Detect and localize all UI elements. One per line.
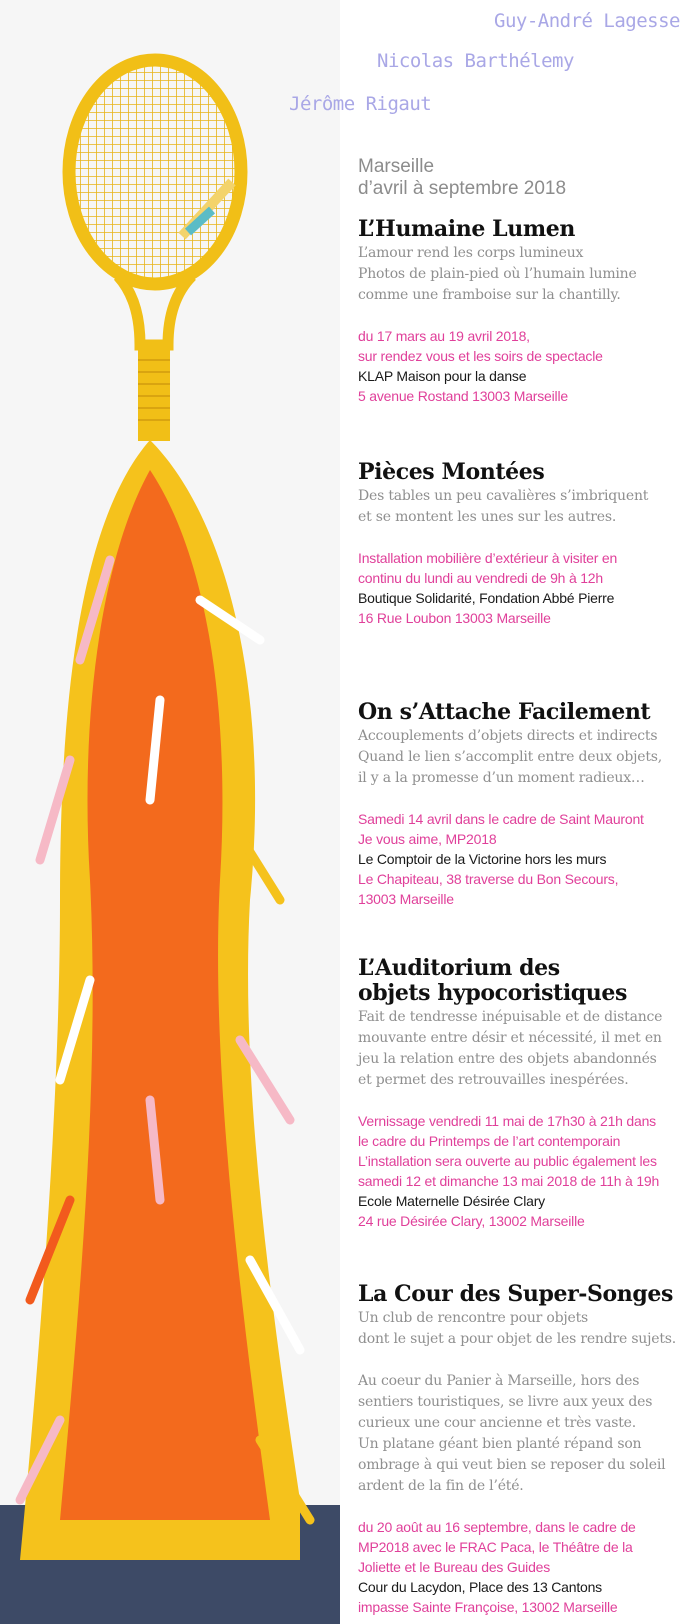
event-description xyxy=(358,1308,688,1350)
dates-line: MP2018 avec le FRAC Paca, le Théâtre de la xyxy=(358,1539,633,1555)
event-dates xyxy=(358,1517,688,1577)
address-line: Le Chapiteau, 38 traverse du Bon Secours, xyxy=(358,871,619,887)
event-section-2 xyxy=(358,460,688,628)
address-line: 24 rue Désirée Clary, 13002 Marseille xyxy=(358,1213,585,1229)
event-title xyxy=(358,956,688,1006)
event-address xyxy=(358,608,688,628)
dates-line: Vernissage vendredi 11 mai de 17h30 à 21h dans xyxy=(358,1113,656,1129)
event-venue: KLAP Maison pour la danse xyxy=(358,368,527,384)
event-venue: Cour du Lacydon, Place des 13 Cantons xyxy=(358,1579,602,1595)
dates-line: Je vous aime, MP2018 xyxy=(358,831,497,847)
intro-period: d’avril à septembre 2018 xyxy=(358,178,567,199)
description-line: Fait de tendresse inépuisable et de distance xyxy=(358,1009,663,1025)
dates-line: le cadre du Printemps de l’art contemporain xyxy=(358,1133,621,1149)
event-address xyxy=(358,1597,688,1617)
event-address xyxy=(358,1211,688,1231)
event-description xyxy=(358,726,688,789)
artist-name-1: Guy-André Lagesse xyxy=(494,10,680,32)
description-line: il y a la promesse d’un moment radieux… xyxy=(358,770,645,786)
event-title xyxy=(358,700,688,725)
title-line: L’Auditorium des xyxy=(358,955,560,981)
intro-city: Marseille xyxy=(358,156,435,177)
title-line: La Cour des Super-Songes xyxy=(358,1281,673,1307)
description-line: comme une framboise sur la chantilly. xyxy=(358,287,621,303)
event-extra-description xyxy=(358,1371,688,1497)
event-title xyxy=(358,1282,688,1307)
event-description xyxy=(358,243,688,306)
intro xyxy=(358,156,566,200)
extra-line: Au coeur du Panier à Marseille, hors des xyxy=(358,1373,640,1389)
description-line: et permet des retrouvailles inespérées. xyxy=(358,1072,629,1088)
description-line: Accouplements d’objets directs et indirects xyxy=(358,728,658,744)
address-line: 5 avenue Rostand 13003 Marseille xyxy=(358,388,568,404)
dates-line: Samedi 14 avril dans le cadre de Saint Mauront xyxy=(358,811,644,827)
address-line: 16 Rue Loubon 13003 Marseille xyxy=(358,610,551,626)
event-dates xyxy=(358,548,688,588)
event-title xyxy=(358,217,688,242)
description-line: jeu la relation entre des objets abandonnés xyxy=(358,1051,657,1067)
dates-line: du 20 août au 16 septembre, dans le cadre de xyxy=(358,1519,636,1535)
description-line: mouvante entre désir et nécessité, il met en xyxy=(358,1030,662,1046)
description-line: L’amour rend les corps lumineux xyxy=(358,245,584,261)
event-dates xyxy=(358,1111,688,1191)
title-line: Pièces Montées xyxy=(358,459,545,485)
dates-line: du 17 mars au 19 avril 2018, xyxy=(358,328,530,344)
title-line: L’Humaine Lumen xyxy=(358,216,575,242)
event-dates xyxy=(358,326,688,366)
extra-line: Un platane géant bien planté répand son xyxy=(358,1436,642,1452)
description-line: Photos de plain-pied où l’humain lumine xyxy=(358,266,637,282)
title-line: objets hypocoristiques xyxy=(358,980,627,1006)
racket-streamer-artwork xyxy=(0,0,340,1624)
dates-line: sur rendez vous et les soirs de spectacle xyxy=(358,348,603,364)
event-description xyxy=(358,486,688,528)
artist-name-3: Jérôme Rigaut xyxy=(289,93,432,115)
dates-line: Installation mobilière d’extérieur à visiter en xyxy=(358,550,618,566)
dates-line: Joliette et le Bureau des Guides xyxy=(358,1559,551,1575)
description-line: et se montent les unes sur les autres. xyxy=(358,509,617,525)
address-line: impasse Sainte Françoise, 13002 Marseille xyxy=(358,1599,618,1615)
extra-line: ombrage à qui veut bien se reposer du soleil xyxy=(358,1457,666,1473)
event-section-1 xyxy=(358,217,688,406)
event-description xyxy=(358,1007,688,1091)
event-section-4 xyxy=(358,956,688,1231)
extra-line: curieux une cour ancienne et très vaste. xyxy=(358,1415,637,1431)
event-venue: Le Comptoir de la Victorine hors les murs xyxy=(358,851,607,867)
event-section-3 xyxy=(358,700,688,909)
event-title xyxy=(358,460,688,485)
address-line: 13003 Marseille xyxy=(358,891,454,907)
extra-line: ardent de la fin de l’été. xyxy=(358,1478,524,1494)
artist-name-2: Nicolas Barthélemy xyxy=(377,50,574,72)
event-venue: Ecole Maternelle Désirée Clary xyxy=(358,1193,545,1209)
event-dates xyxy=(358,809,688,849)
description-line: Des tables un peu cavalières s’imbriquent xyxy=(358,488,649,504)
dates-line: samedi 12 et dimanche 13 mai 2018 de 11h à 19h xyxy=(358,1173,660,1189)
extra-line: sentiers touristiques, se livre aux yeux des xyxy=(358,1394,653,1410)
description-line: Un club de rencontre pour objets xyxy=(358,1310,589,1326)
event-address xyxy=(358,869,688,909)
title-line: On s’Attache Facilement xyxy=(358,699,651,725)
event-address xyxy=(358,386,688,406)
event-venue: Boutique Solidarité, Fondation Abbé Pierre xyxy=(358,590,615,606)
description-line: dont le sujet a pour objet de les rendre sujets. xyxy=(358,1331,677,1347)
dates-line: L’installation sera ouverte au public également les xyxy=(358,1153,657,1169)
dates-line: continu du lundi au vendredi de 9h à 12h xyxy=(358,570,603,586)
description-line: Quand le lien s’accomplit entre deux objets, xyxy=(358,749,662,765)
event-section-5 xyxy=(358,1282,688,1617)
